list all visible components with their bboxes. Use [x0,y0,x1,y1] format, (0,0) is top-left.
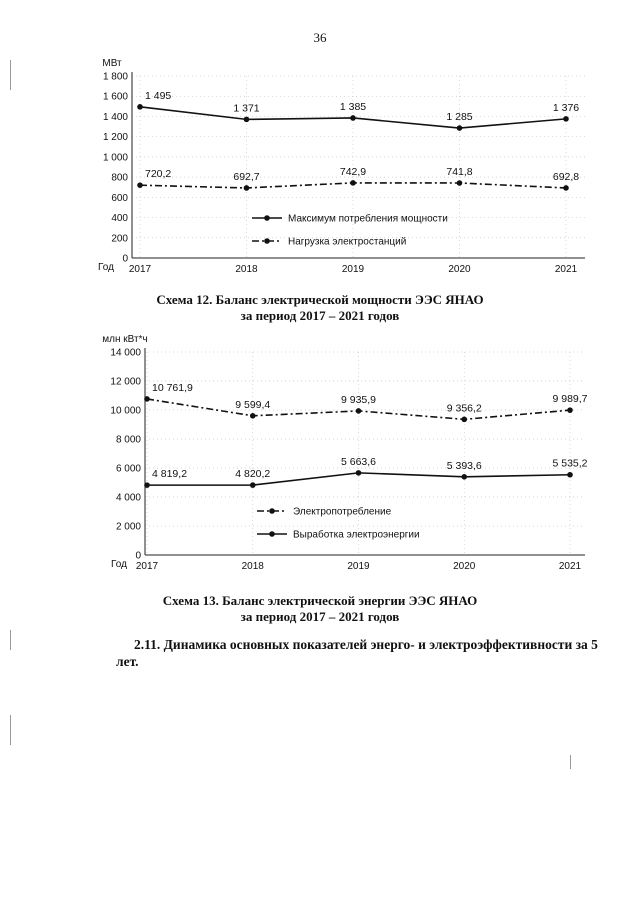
data-label: 720,2 [145,168,172,181]
x-tick-label: 2020 [453,561,476,572]
y-tick-label: 1 200 [102,132,128,144]
left-margin-mark [10,715,11,745]
data-label: 4 820,2 [235,468,271,481]
y-tick-label: 1 600 [102,91,128,103]
y-tick-label: 6 000 [115,463,141,475]
y-tick-label: 4 000 [115,492,141,504]
energy-balance-caption [0,593,640,625]
data-point [244,185,250,191]
y-tick-label: 0 [122,253,128,265]
x-tick-label: 2021 [558,561,582,572]
section-heading: 2.11. Динамика основных показателей энерго- и электроэффективности за 5 лет. [116,637,598,669]
energy-balance-chart [0,330,640,578]
data-point [461,417,467,423]
data-label: 9 356,2 [446,402,482,415]
data-label: 742,9 [339,165,367,178]
power-balance-chart-svg [0,50,640,286]
data-label: 1 385 [339,100,367,113]
energy-balance-caption-line1: Схема 13. Баланс электрической энергии ЭЭС ЯНАО [162,593,478,608]
page-number: 36 [313,30,327,45]
y-axis-label: МВт [102,58,122,69]
data-point [563,116,569,122]
legend-marker [269,531,275,537]
y-axis-label: млн кВт*ч [102,334,148,345]
data-label: 5 393,6 [446,459,482,472]
data-point [461,474,467,480]
data-point [144,396,150,402]
legend-marker [264,238,270,244]
legend-label: Выработка электроэнергии [293,529,420,541]
data-label: 5 663,6 [340,455,377,468]
data-label: 1 376 [552,101,580,114]
data-label: 4 819,2 [152,468,188,481]
left-margin-mark [10,60,11,90]
data-point [567,472,573,478]
x-tick-label: 2017 [135,561,159,572]
data-point [144,482,150,488]
data-label: 692,7 [233,170,260,183]
data-point [563,185,569,191]
data-label: 9 599,4 [235,398,271,411]
x-tick-label: 2019 [347,561,370,572]
legend-label: Электропотребление [293,506,392,518]
data-point [567,407,573,413]
data-point [137,104,143,110]
power-balance-caption [0,292,640,324]
y-tick-label: 1 800 [102,71,128,83]
data-label: 741,8 [446,165,473,178]
power-balance-chart [0,50,640,286]
y-tick-label: 14 000 [110,347,141,359]
data-point [457,180,463,186]
data-label: 1 495 [145,89,172,102]
y-tick-label: 0 [135,550,141,562]
data-point [356,470,362,476]
power-balance-caption-line2: за период 2017 – 2021 годов [240,308,400,323]
data-point [137,182,143,188]
y-tick-label: 200 [111,233,128,245]
x-tick-label: 2017 [128,264,152,275]
x-tick-label: 2018 [241,561,264,572]
x-tick-label: 2019 [341,264,365,275]
data-label: 5 535,2 [552,457,588,470]
x-tick-label: 2018 [235,264,258,275]
y-tick-label: 1 000 [102,152,128,164]
data-label: 10 761,9 [152,381,193,394]
x-axis-label: Год [98,262,114,273]
y-tick-label: 12 000 [110,376,141,388]
data-point [350,115,356,121]
legend-label: Нагрузка электростанций [288,236,407,248]
energy-balance-caption-line2: за период 2017 – 2021 годов [240,609,400,624]
energy-balance-chart-svg [0,330,640,578]
legend-marker [264,215,270,221]
x-axis-label: Год [111,559,127,570]
data-point [250,482,256,488]
y-tick-label: 2 000 [115,521,141,533]
y-tick-label: 8 000 [115,434,141,446]
legend-label: Максимум потребления мощности [288,213,448,225]
data-label: 9 989,7 [552,393,588,406]
x-tick-label: 2021 [554,264,578,275]
data-point [244,117,250,123]
data-label: 1 371 [233,102,260,115]
y-tick-label: 600 [111,192,128,204]
right-margin-mark [570,755,571,769]
data-point [457,125,463,131]
legend-marker [269,508,275,514]
y-tick-label: 10 000 [110,405,141,417]
data-point [356,408,362,414]
y-tick-label: 800 [111,172,128,184]
data-label: 1 285 [446,111,473,124]
data-label: 9 935,9 [340,393,377,406]
data-point [250,413,256,419]
x-tick-label: 2020 [448,264,471,275]
data-label: 692,8 [552,170,580,183]
power-balance-caption-line1: Схема 12. Баланс электрической мощности ЭЭС ЯНАО [156,292,484,307]
data-point [350,180,356,186]
y-tick-label: 1 400 [102,111,128,123]
y-tick-label: 400 [111,213,128,225]
left-margin-mark [10,630,11,650]
